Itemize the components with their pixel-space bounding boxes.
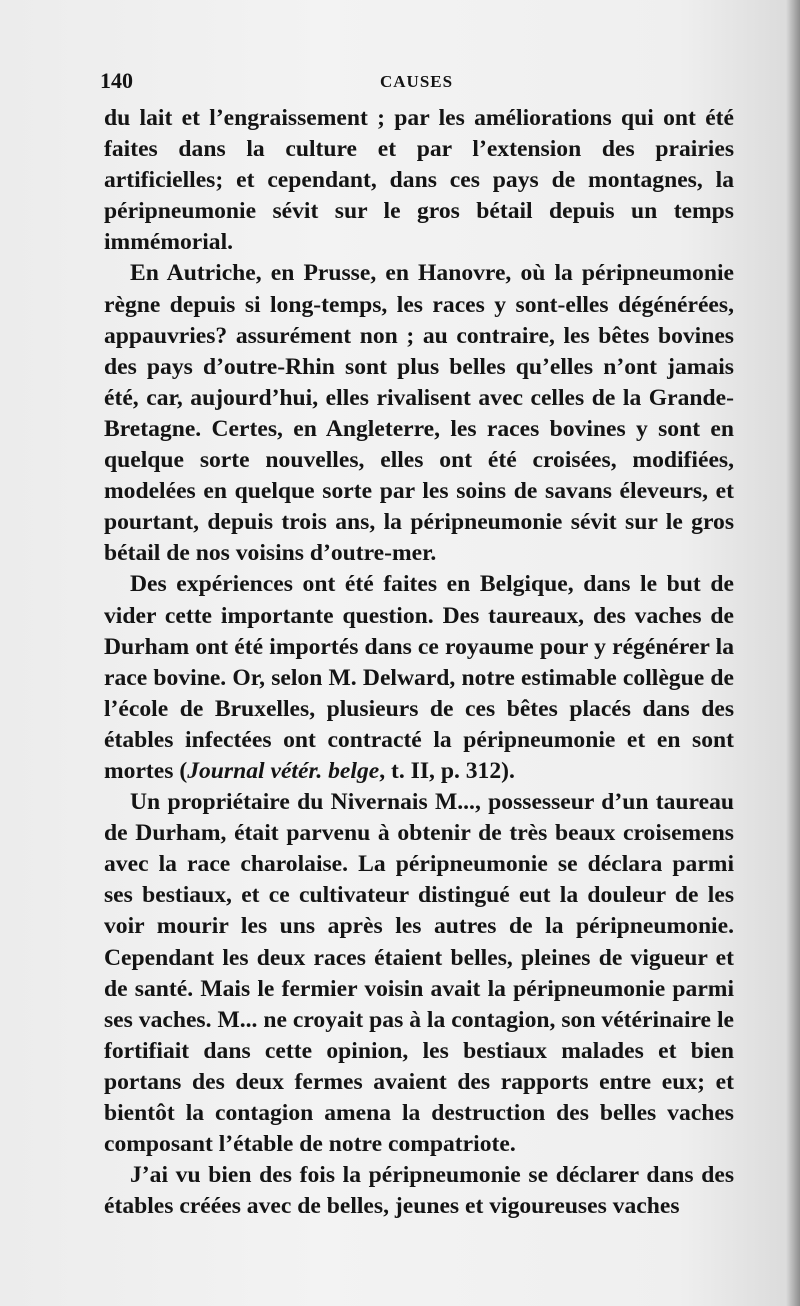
- paragraph: du lait et l’engraissement ; par les améliorations qui ont été faites dans la culture et par l’extension des prairies artificielles; et cependant, dans ces pays de montagnes, la péripneumonie sévit sur le gros bétail depuis un temps immémorial.: [104, 105, 734, 256]
- paragraph: En Autriche, en Prusse, en Hanovre, où la péripneumonie règne depuis si long-temps, les races y sont-elles dégénérées, appauvries? assurément non ; au contraire, les bêtes bovines des pays d’outre-Rhin sont plus belles qu’elles n’ont jamais été, car, aujourd’hui, elles rivalisent avec celles de la Grande-Bretagne. Certes, en Angleterre, les races bovines y sont en quelque sorte nouvelles, elles ont été croisées, modifiées, modelées en quelque sorte par les soins de savans éleveurs, et pourtant, depuis trois ans, la péripneumonie sévit sur le gros bétail de nos voisins d’outre-mer.: [104, 260, 734, 567]
- paragraph-text: , t. II, p. 312).: [379, 757, 515, 784]
- page-edge-shadow: [786, 0, 800, 1306]
- paragraph-text: Des expériences ont été faites en Belgique, dans le but de vider cette importante question. Des taureaux, des vaches de Durham ont été importés dans ce royaume pour y régénérer la race bovine. Or, selon M. Delward, notre estimable collègue de l’école de Bruxelles, plusieurs de ces bêtes placés dans des étables infectées ont contracté la péripneumonie et en sont mortes (: [104, 571, 734, 784]
- paragraph: J’ai vu bien des fois la péripneumonie se déclarer dans des étables créées avec de belles, jeunes et vigoureuses vaches: [104, 1162, 734, 1220]
- running-head: CAUSES: [380, 72, 454, 91]
- paragraph: Un propriétaire du Nivernais M..., possesseur d’un taureau de Durham, était parvenu à obtenir de très beaux croisemens avec la race charolaise. La péripneumonie se déclara parmi ses bestiaux, et ce cultivateur distingué eut la douleur de les voir mourir les uns après les autres de la péripneumonie. Cependant les deux races étaient belles, pleines de vigueur et de santé. Mais le fermier voisin avait la péripneumonie parmi ses vaches. M... ne croyait pas à la contagion, son vétérinaire le fortifiait dans cette opinion, les bestiaux malades et bien portans des deux fermes avaient des rapports entre eux; et bientôt la contagion amena la destruction des belles vaches composant l’étable de notre compatriote.: [104, 789, 734, 1158]
- page-header: [100, 68, 734, 98]
- body-text: [104, 103, 734, 1222]
- paragraph: [104, 569, 734, 787]
- citation-journal-title: Journal vétér. belge: [187, 757, 380, 784]
- page-number: 140: [100, 68, 133, 93]
